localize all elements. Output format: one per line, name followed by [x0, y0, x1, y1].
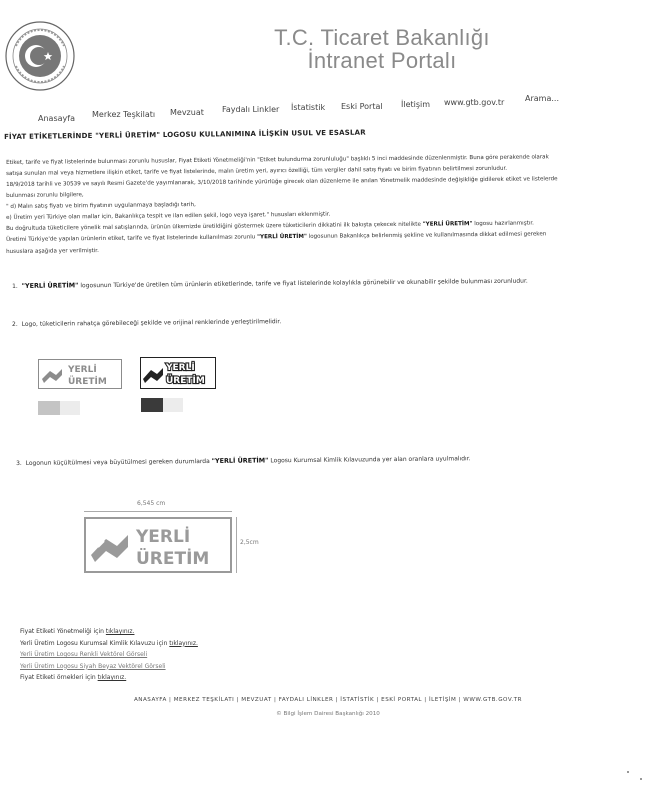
svg-text:YERLİ: YERLİ: [166, 363, 195, 373]
scan-speck: [640, 778, 642, 780]
document-title: FİYAT ETİKETLERİNDE "YERLİ ÜRETİM" LOGOSU KULLANIMINA İLİŞKİN USUL VE ESASLAR: [4, 128, 366, 141]
nav-item-merkez-teskilati[interactable]: Merkez Teşkilatı: [92, 110, 156, 119]
reference-2: Yerli Üretim Logosu Kurumsal Kimlik Kılavuzu için tıklayınız.: [20, 639, 198, 647]
footer-links[interactable]: ANASAYFA | MERKEZ TEŞKİLATI | MEVZUAT | FAYDALI LİNKLER | İSTATİSTİK | ESKİ PORTAL | İLETİŞİM | WWW.GTB.GOV.TR: [133, 697, 523, 703]
paragraph-3: Üretimi Türkiye'de yapılan ürünlerin etiket, tarife ve fiyat listelerinde kullanılması zorunlu "YERLİ ÜRETİM" logosunun Bakanlıkça belirlenmiş şekline ve kullanılmasında dikkat edilmesi gereken: [6, 231, 547, 243]
intro-line-1: Etiket, tarife ve fiyat listelerinde bulunması zorunlu hususlar, Fiyat Etiketi Yönetmeliği'nin "Etiket bulundurma zorunluluğu" başlıklı 5 inci maddesinde düzenlenmiştir. Buna göre perakende olarak: [6, 154, 549, 166]
portal-title-line1: T.C. Ticaret Bakanlığı: [274, 25, 490, 50]
intro-line-5: " d) Malın satış fiyatı ve birim fiyatının uygulanmaya başladığı tarih,: [6, 202, 196, 210]
nav-item-gtb-link[interactable]: www.gtb.gov.tr: [444, 98, 505, 107]
references-list: [20, 626, 198, 684]
reference-1: Fiyat Etiketi Yönetmeliği için tıklayınız.: [20, 628, 135, 635]
reference-2-link[interactable]: tıklayınız.: [169, 639, 198, 647]
search-input[interactable]: Arama...: [525, 94, 559, 103]
logo-width-label: 6,545 cm: [137, 500, 166, 507]
yerli-uretim-logo-black: [140, 357, 216, 389]
portal-title-line2: İntranet Portalı: [307, 48, 457, 73]
nav-item-iletisim[interactable]: İletişim: [401, 100, 431, 109]
yerli-uretim-logo-color: [38, 359, 122, 389]
intro-line-2: satışa sunulan mal veya hizmetlere ilişkin etiket, tarife ve fiyat listelerinde, malın üretim yeri, ayırıcı özelliği, tüm vergiler dahil satış fiyatı ve birim fiyatının belirtilmesi zorunludur.: [6, 165, 508, 177]
paragraph-2: Bu doğrultuda tüketicilere yönelik mal satışlarında, ürünün ülkemizde üretildiğini göstermek üzere tüketicilerin dikkatini ilk bakışta çekecek nitelikte "YERLİ ÜRETİM" logosu hazırlanmıştır.: [6, 220, 534, 232]
nav-item-anasayfa[interactable]: Anasayfa: [38, 114, 75, 123]
color-swatch-dark: [141, 398, 163, 412]
intro-line-6: e) Üretim yeri Türkiye olan mallar için, Bakanlıkça tespit ve ilan edilen şekil, logo veya işaret." hususları eklenmiştir.: [6, 211, 331, 221]
nav-item-mevzuat[interactable]: Mevzuat: [170, 108, 204, 117]
reference-1-link[interactable]: tıklayınız.: [105, 628, 135, 635]
svg-text:ÜRETİM: ÜRETİM: [136, 549, 210, 569]
paragraph-4: hususlara aşağıda yer verilmiştir.: [6, 248, 99, 255]
svg-text:YERLİ: YERLİ: [136, 527, 191, 547]
scan-speck: [627, 771, 629, 773]
intro-line-3: 18/9/2018 tarihli ve 30539 ve sayılı Resmi Gazete'de yayımlanarak, 3/10/2018 tarihinde yürürlüğe girecek olan düzenleme ile anılan Yönetmelik maddesinde değişikliğe gidilerek etiket ve listelerde: [6, 176, 558, 188]
svg-text:ÜRETİM: ÜRETİM: [166, 376, 205, 386]
reference-5-link[interactable]: tıklayınız.: [97, 674, 127, 681]
reference-3: [20, 649, 198, 661]
intro-line-4: bulunması zorunlu bilgilere,: [6, 192, 84, 199]
color-swatch-white: [60, 401, 80, 415]
main-nav: [0, 92, 656, 122]
portal-title: [0, 26, 656, 72]
reference-3-link[interactable]: Yerli Üretim Logosu Renkli Vektörel Görseli: [20, 651, 148, 658]
footer-copyright: © Bilgi İşlem Dairesi Başkanlığı 2010: [276, 711, 380, 717]
color-swatch-white-2: [163, 398, 183, 412]
nav-item-faydali-linkler[interactable]: Faydalı Linkler: [222, 105, 280, 114]
logo-height-label: 2,5cm: [240, 539, 259, 546]
reference-5: Fiyat Etiketi örnekleri için tıklayınız.: [20, 674, 127, 681]
svg-text:YERLİ: YERLİ: [68, 365, 97, 375]
nav-item-eski-portal[interactable]: Eski Portal: [341, 102, 383, 111]
rule-item-2: 2. Logo, tüketicilerin rahatça görebileceği şekilde ve orijinal renklerinde yerleştirilmelidir.: [12, 318, 282, 328]
rule-item-3: 3. Logonun küçültülmesi veya büyütülmesi gereken durumlarda "YERLİ ÜRETİM" Logosu Kurumsal Kimlik Kılavuzunda yer alan oranlara uyulmalıdır.: [16, 455, 471, 467]
reference-4: [20, 661, 198, 673]
svg-text:ÜRETİM: ÜRETİM: [68, 377, 107, 387]
color-swatch-light: [38, 401, 60, 415]
yerli-uretim-logo-large: [84, 517, 232, 573]
width-dimension-line: [84, 511, 232, 512]
height-dimension-line: [236, 517, 237, 573]
rule-item-1: 1. "YERLİ ÜRETİM" logosunun Türkiye'de üretilen tüm ürünlerin etiketlerinde, tarife ve fiyat listelerinde kolaylıkla görünebilir ve okunabilir şekilde bulunması zorunludur.: [12, 277, 528, 290]
reference-4-link[interactable]: Yerli Üretim Logosu Siyah Beyaz Vektörel Görseli: [20, 662, 166, 670]
nav-item-istatistik[interactable]: İstatistik: [291, 103, 326, 112]
